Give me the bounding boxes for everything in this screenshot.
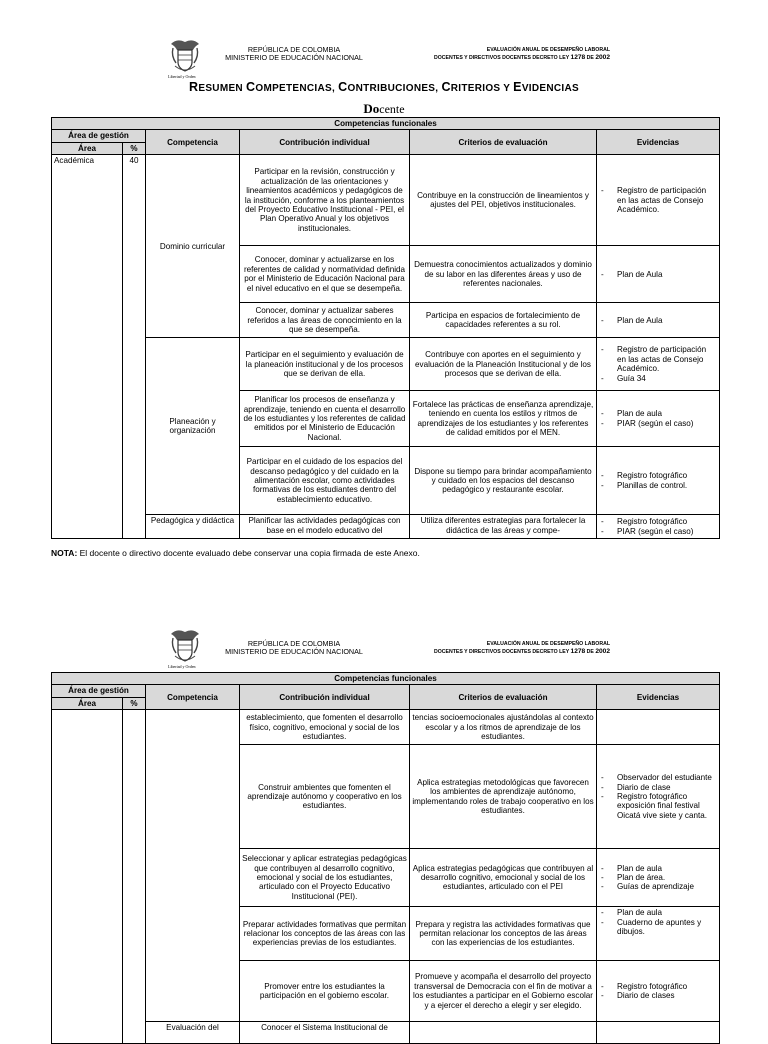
- evidence-item: - Diario de clases: [599, 991, 717, 1000]
- section-header: Competencias funcionales: [52, 118, 720, 130]
- evidence-item: - Plan de aula: [599, 864, 717, 873]
- contribucion-cell: Participar en la revisión, construcción y actualización de las orientaciones y lineamientos académicos y pedagógicos de la institución, conforme a los planteamientos del Proyecto Educativo Institucional - PEI, el Plan Operativo Anual y los objetivos institucionales.: [240, 155, 410, 246]
- evidencias-cell: [597, 907, 720, 961]
- nota-footnote: NOTA: El docente o directivo docente evaluado debe conservar una copia firmada de este Anexo.: [51, 548, 420, 558]
- evidence-item: - Registro fotográfico: [599, 982, 717, 991]
- page-header: [0, 626, 768, 674]
- evidence-item: - Registro de participación en las actas de Consejo Académico.: [599, 345, 717, 373]
- evidencias-cell: [597, 338, 720, 391]
- evidence-item: - Registro fotográfico exposición final festival Oicatá vive siete y canta.: [599, 792, 717, 820]
- header-evidencias: Evidencias: [597, 130, 720, 155]
- criterio-cell: Demuestra conocimientos actualizados y dominio de su labor en las diferentes áreas y uso de referentes nacionales.: [410, 246, 597, 303]
- table-row: [52, 515, 720, 539]
- evidencias-cell: [597, 515, 720, 539]
- criterio-cell: Aplica estrategias metodológicas que favorecen los ambientes de aprendizaje autónomo, implementando roles de trabajo cooperativo en los estudiantes.: [410, 745, 597, 849]
- header-competencia: Competencia: [146, 130, 240, 155]
- evidence-item: - Guía 34: [599, 374, 717, 383]
- criterio-cell: Utiliza diferentes estrategias para fortalecer la didáctica de las áreas y compe-: [410, 515, 597, 539]
- competencia-cell: Dominio curricular: [146, 155, 240, 338]
- contribucion-cell: Planificar las actividades pedagógicas con base en el modelo educativo del: [240, 515, 410, 539]
- criterio-cell: Dispone su tiempo para brindar acompañamiento y cuidado en los espacios del descanso pedagógico y restaurante escolar.: [410, 447, 597, 515]
- competencia-cell: Pedagógica y didáctica: [146, 515, 240, 539]
- page-title: RESUMEN COMPETENCIAS, CONTRIBUCIONES, CRITERIOS Y EVIDENCIAS: [189, 80, 579, 94]
- table-row: [52, 1022, 720, 1044]
- evidencias-cell: [597, 961, 720, 1022]
- criterio-cell: Aplica estrategias pedagógicas que contribuyen al desarrollo cognitivo, emocional y social de los estudiantes, articulado con el PEI: [410, 849, 597, 907]
- header-area-gestion: Área de gestión: [52, 685, 146, 697]
- header-area-gestion: Área de gestión: [52, 130, 146, 142]
- contribucion-cell: Preparar actividades formativas que permitan relacionar los conceptos de las áreas con las experiencias previas de los estudiantes.: [240, 907, 410, 961]
- criterio-cell: Contribuye en la construcción de lineamientos y ajustes del PEI, objetivos institucionales.: [410, 155, 597, 246]
- contribucion-cell: Seleccionar y aplicar estrategias pedagógicas que contribuyen al desarrollo cognitivo, emocional y social de los estudiantes, articulado con el Proyecto Educativo Institucional (PEI).: [240, 849, 410, 907]
- page-subtitle: Docente: [363, 101, 405, 116]
- evidencias-cell: [597, 849, 720, 907]
- criterio-cell: tencias socioemocionales ajustándolas al contexto escolar y a los ritmos de aprendizaje de los estudiantes.: [410, 710, 597, 745]
- competencia-cell: [146, 710, 240, 1022]
- evidencias-cell: [597, 155, 720, 246]
- criterio-cell: Promueve y acompaña el desarrollo del proyecto transversal de Democracia con el fin de motivar a los estudiantes a participar en el Gobierno escolar y a ejercer el derecho a elegir y ser elegido.: [410, 961, 597, 1022]
- header-contribucion: Contribución individual: [240, 685, 410, 710]
- pct-cell: [123, 710, 146, 1044]
- crest-motto: Libertad y Orden: [168, 664, 196, 669]
- criterio-cell: [410, 1022, 597, 1044]
- section-header: Competencias funcionales: [52, 673, 720, 685]
- evidence-item: - Plan de Aula: [599, 270, 717, 279]
- header-competencia: Competencia: [146, 685, 240, 710]
- competencia-cell: Planeación y organización: [146, 338, 240, 515]
- crest-motto: Libertad y Orden: [168, 74, 196, 79]
- contribucion-cell: Construir ambientes que fomenten el aprendizaje autónomo y cooperativo en los estudiantes.: [240, 745, 410, 849]
- contribucion-cell: Planificar los procesos de enseñanza y aprendizaje, teniendo en cuenta el desarrollo de los estudiantes y los referentes de calidad emitidos por el Ministerio de Educación Nacional.: [240, 391, 410, 447]
- evidencias-cell: [597, 745, 720, 849]
- evidencias-cell: [597, 246, 720, 303]
- header-evaluation: EVALUACIÓN ANUAL DE DESEMPEÑO LABORAL DOCENTES Y DIRECTIVOS DOCENTES DECRETO LEY 1278 DE 2002: [433, 641, 610, 655]
- header-area: Área: [52, 142, 123, 154]
- header-evaluation: EVALUACIÓN ANUAL DE DESEMPEÑO LABORAL DOCENTES Y DIRECTIVOS DOCENTES DECRETO LEY 1278 DE 2002: [433, 47, 610, 61]
- header-evidencias: Evidencias: [597, 685, 720, 710]
- competencias-table-1: [51, 117, 720, 539]
- competencias-table-2: [51, 672, 720, 1044]
- header-contribucion: Contribución individual: [240, 130, 410, 155]
- contribucion-cell: Participar en el seguimiento y evaluación de la planeación institucional y de los procesos que se derivan de ella.: [240, 338, 410, 391]
- contribucion-cell: Promover entre los estudiantes la participación en el gobierno escolar.: [240, 961, 410, 1022]
- contribucion-cell: establecimiento, que fomenten el desarrollo físico, cognitivo, emocional y social de los estudiantes.: [240, 710, 410, 745]
- contribucion-cell: Participar en el cuidado de los espacios del descanso pedagógico y del cuidado en la alimentación escolar, como actividades formativas de los estudiantes dentro del establecimiento educativo.: [240, 447, 410, 515]
- table-row: [52, 710, 720, 745]
- evidence-item: - Guías de aprendizaje: [599, 882, 717, 891]
- evidence-item: - Plan de área.: [599, 873, 717, 882]
- criterio-cell: Fortalece las prácticas de enseñanza aprendizaje, teniendo en cuenta los estilos y ritmos de aprendizajes de los estudiantes y los referentes de calidad emitidos por el MEN.: [410, 391, 597, 447]
- evidence-item: - Plan de Aula: [599, 316, 717, 325]
- competencia-cell: Evaluación del: [146, 1022, 240, 1044]
- area-cell: Académica: [52, 155, 123, 539]
- evidence-item: - Planillas de control.: [599, 481, 717, 490]
- contribucion-cell: Conocer el Sistema Institucional de: [240, 1022, 410, 1044]
- header-criterios: Criterios de evaluación: [410, 130, 597, 155]
- area-cell: [52, 710, 123, 1044]
- contribucion-cell: Conocer, dominar y actualizarse en los referentes de calidad y normatividad definida por el Ministerio de Educación Nacional para el nivel educativo en el que se desempeña.: [240, 246, 410, 303]
- table-row: [52, 338, 720, 391]
- evidencias-cell: [597, 710, 720, 745]
- criterio-cell: Contribuye con aportes en el seguimiento y evaluación de la Planeación Institucional y de los procesos que se derivan de ella.: [410, 338, 597, 391]
- criterio-cell: Prepara y registra las actividades formativas que permitan relacionar los conceptos de las áreas con las experiencias de los estudiantes.: [410, 907, 597, 961]
- evidence-item: - Observador del estudiante: [599, 773, 717, 782]
- page-header: [0, 36, 768, 84]
- header-pct: %: [123, 142, 146, 154]
- document-page-2: [0, 590, 768, 1033]
- header-republic: REPÚBLICA DE COLOMBIA MINISTERIO DE EDUCACIÓN NACIONAL: [225, 45, 363, 62]
- evidence-item: - Plan de aula: [599, 409, 717, 418]
- header-criterios: Criterios de evaluación: [410, 685, 597, 710]
- evidencias-cell: [597, 303, 720, 338]
- evidence-item: - PIAR (según el caso): [599, 527, 717, 536]
- evidencias-cell: [597, 391, 720, 447]
- header-area: Área: [52, 697, 123, 709]
- table-row: [52, 155, 720, 246]
- evidencias-cell: [597, 1022, 720, 1044]
- evidence-item: - Plan de aula: [599, 908, 717, 917]
- evidence-item: - PIAR (según el caso): [599, 419, 717, 428]
- evidence-item: - Registro fotográfico: [599, 517, 717, 526]
- criterio-cell: Participa en espacios de fortalecimiento de capacidades referentes a su rol.: [410, 303, 597, 338]
- evidencias-cell: [597, 447, 720, 515]
- contribucion-cell: Conocer, dominar y actualizar saberes referidos a las áreas de conocimiento en la que se desempeña.: [240, 303, 410, 338]
- evidence-item: - Cuaderno de apuntes y dibujos.: [599, 918, 717, 937]
- pct-cell: 40: [123, 155, 146, 539]
- evidence-item: - Registro fotográfico: [599, 471, 717, 480]
- evidence-item: - Diario de clase: [599, 783, 717, 792]
- header-pct: %: [123, 697, 146, 709]
- header-republic: REPÚBLICA DE COLOMBIA MINISTERIO DE EDUCACIÓN NACIONAL: [225, 639, 363, 656]
- evidence-item: - Registro de participación en las actas de Consejo Académico.: [599, 186, 717, 214]
